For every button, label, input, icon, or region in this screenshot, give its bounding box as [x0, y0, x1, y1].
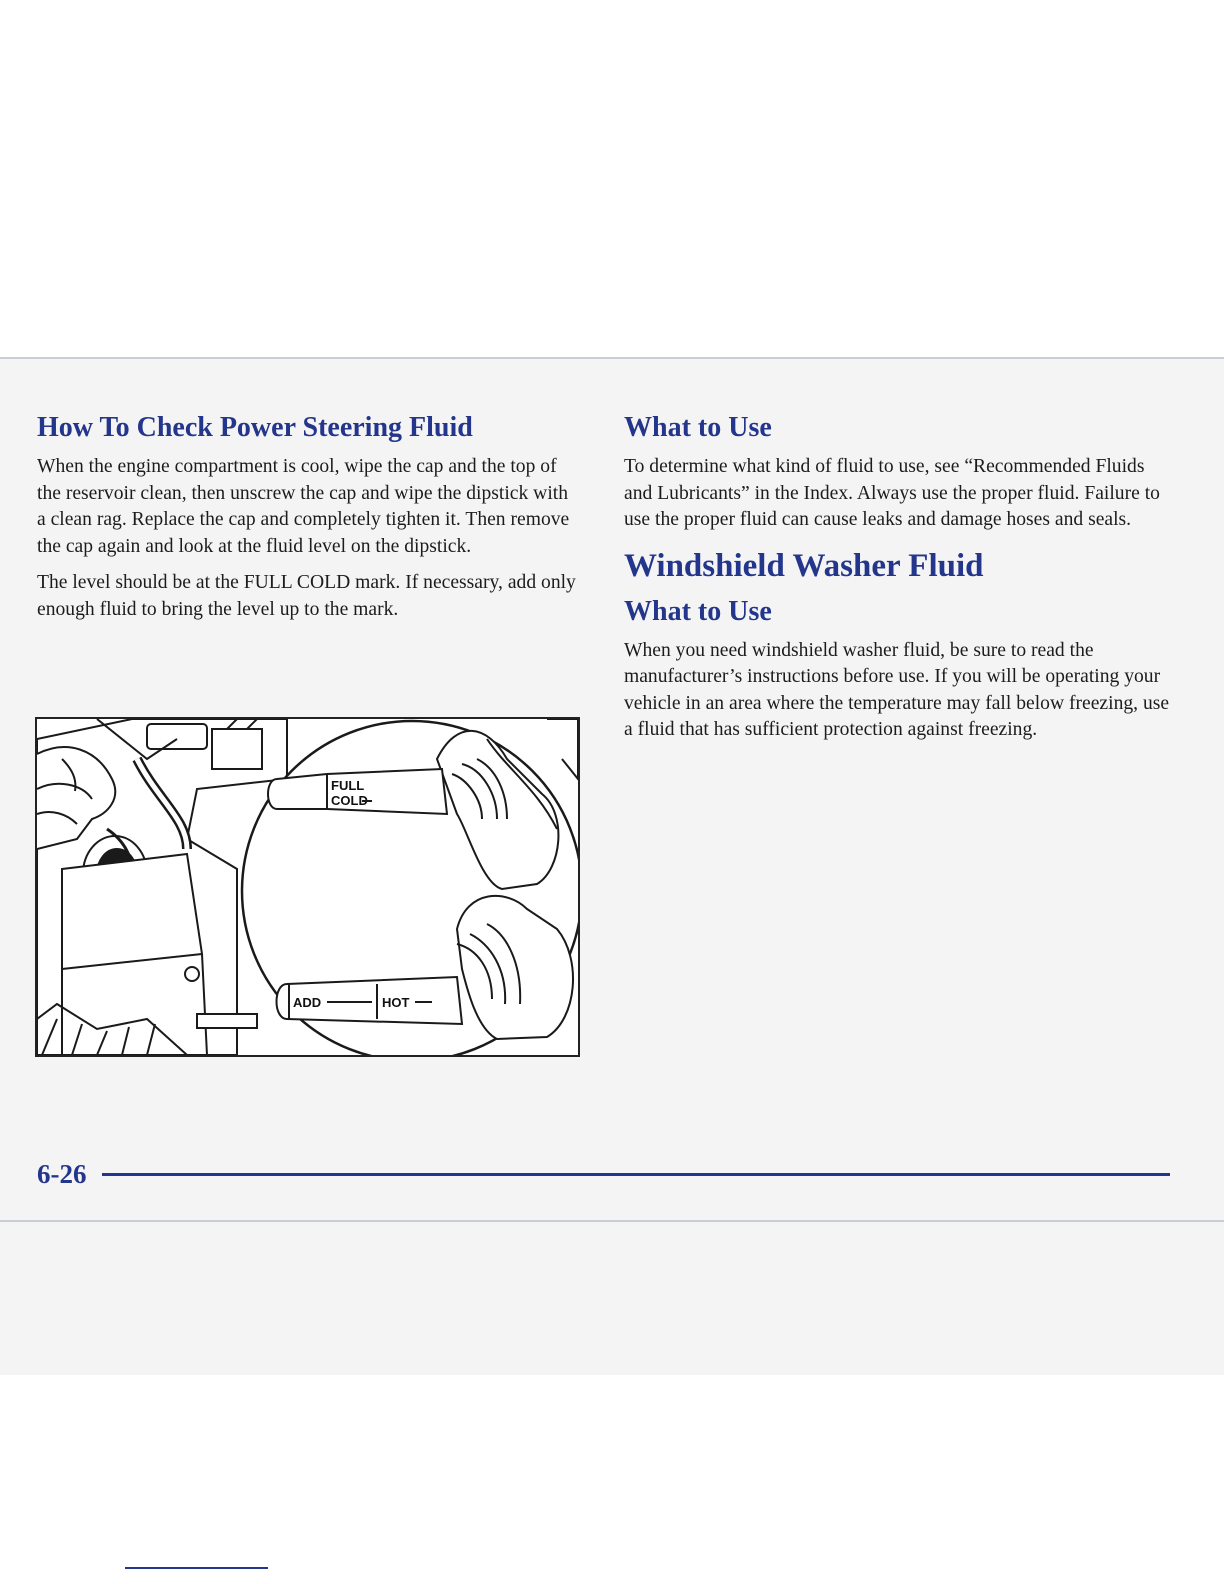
cold-mark-label: COLD	[331, 793, 368, 808]
what-to-use-text-1: To determine what kind of fluid to use, see “Recommended Fluids and Lubricants” in the Index. Always use the proper fluid. Failure to use the proper fluid can cause leaks and damage hoses and seals.	[624, 456, 1160, 530]
what-to-use-text-2: When you need windshield washer fluid, be sure to read the manufacturer’s instructions before use. If you will be operating your vehicle in an area where the temperature may fall below freezing, use a fluid that has sufficient protection against freezing.	[624, 639, 1170, 740]
power-steering-heading: How To Check Power Steering Fluid	[37, 412, 473, 443]
full-mark-label: FULL	[331, 778, 365, 793]
right-column	[624, 410, 1172, 744]
top-rule	[0, 357, 1224, 359]
what-to-use-heading-1: What to Use	[624, 412, 772, 443]
what-to-use-heading-2: What to Use	[624, 595, 772, 627]
hot-mark-label: HOT	[382, 995, 410, 1010]
bottom-mark	[125, 1567, 268, 1569]
page-number: 6-26	[37, 1159, 87, 1189]
dipstick-illustration	[35, 717, 580, 1057]
windshield-washer-title: Windshield Washer Fluid	[624, 547, 984, 584]
bottom-rule	[0, 1220, 1224, 1222]
power-steering-paragraph-2: The level should be at the FULL COLD mark. If necessary, add only enough fluid to bring the level up to the mark.	[37, 572, 576, 620]
power-steering-paragraph-1: When the engine compartment is cool, wipe the cap and the top of the reservoir clean, then unscrew the cap and wipe the dipstick with a clean rag. Replace the cap and completely tighten it. Then remove the cap again and look at the fluid level on the dipstick.	[37, 456, 570, 557]
left-column	[37, 410, 577, 623]
footer-rule	[102, 1173, 1170, 1176]
add-mark-label: ADD	[293, 995, 322, 1010]
